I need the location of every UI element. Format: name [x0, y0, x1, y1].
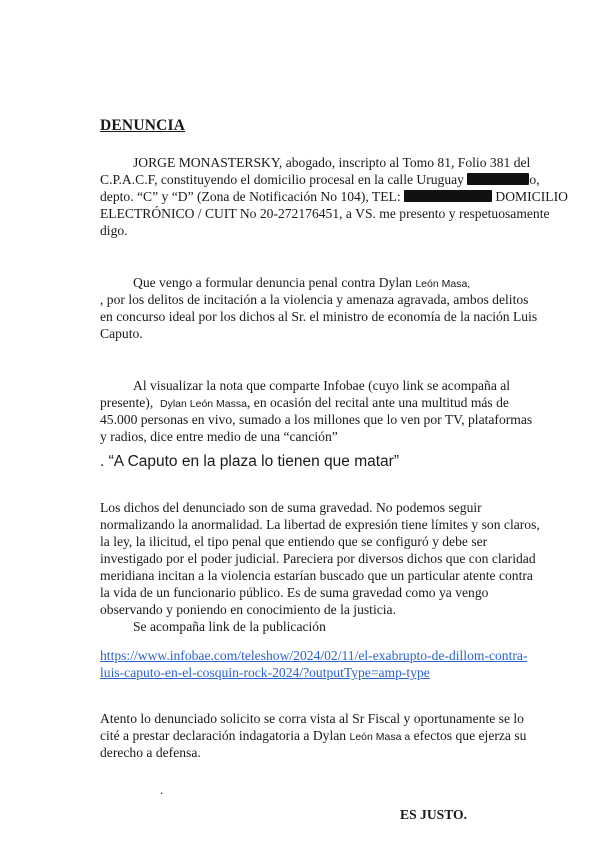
redacted-address — [467, 173, 529, 185]
para5-line-2 — [100, 728, 526, 745]
para3-line-2 — [100, 395, 509, 412]
para3-line-2-text: presente), — [100, 395, 154, 410]
para4-line-1: Los dichos del denunciado son de suma gravedad. No podemos seguir — [100, 500, 482, 515]
accused-name: León Masa, — [415, 278, 471, 290]
intro-line-2-text: C.P.A.C.F, constituyendo el domicilio procesal en la calle Uruguay — [100, 172, 464, 187]
para3-line-2-end: , en ocasión del recital ante una multitud más de — [246, 395, 509, 410]
redacted-phone — [404, 190, 492, 202]
intro-line-2 — [100, 172, 540, 188]
para4-line-2: normalizando la anormalidad. La libertad de expresión tiene límites y son claros, — [100, 517, 540, 532]
intro-line-1: JORGE MONASTERSKY, abogado, inscripto al Tomo 81, Folio 381 del — [133, 155, 531, 170]
para2-line-4: Caputo. — [100, 326, 143, 341]
para5-line-2-text: cité a prestar declaración indagatoria a Dylan — [100, 728, 347, 743]
para2-line-1 — [133, 275, 470, 292]
para4-line-8: Se acompaña link de la publicación — [133, 619, 326, 634]
intro-line-4: ELECTRÓNICO / CUIT No 20-272176451, a VS. me presento y respetuosamente — [100, 206, 550, 221]
para4-line-7: observando y poniendo en conocimiento de la justicia. — [100, 602, 396, 617]
infobae-link-line-2[interactable]: luis-caputo-en-el-cosquin-rock-2024/?outputType=amp-type — [100, 665, 430, 680]
para3-line-1: Al visualizar la nota que comparte Infobae (cuyo link se acompaña al — [133, 378, 511, 393]
closing-formula: ES JUSTO. — [400, 807, 467, 822]
para2-line-1-text: Que vengo a formular denuncia penal contra Dylan — [133, 275, 412, 290]
para5-line-3: derecho a defensa. — [100, 745, 201, 760]
intro-line-5: digo. — [100, 223, 128, 238]
intro-line-2-end: o, — [529, 172, 540, 187]
para3-line-4: y radios, dice entre medio de una “canción” — [100, 429, 338, 444]
para4-line-4: investigado por el poder judicial. Pareciera por diversos dichos que con claridad — [100, 551, 536, 566]
intro-line-3-end: DOMICILIO — [495, 189, 568, 204]
infobae-link-line-1[interactable]: https://www.infobae.com/teleshow/2024/02/11/el-exabrupto-de-dillom-contra- — [100, 648, 528, 663]
quoted-lyric: . “A Caputo en la plaza lo tienen que matar” — [100, 453, 399, 470]
accused-name-3: León Masa a — [349, 731, 411, 743]
para4-line-6: la vida de un funcionario público. Es de suma gravedad como ya vengo — [100, 585, 489, 600]
intro-line-3 — [100, 189, 568, 205]
para2-line-3: en concurso ideal por los dichos al Sr. el ministro de economía de la nación Luis — [100, 309, 538, 324]
accused-name-2: Dylan León Massa — [160, 398, 247, 410]
para5-line-1: Atento lo denunciado solicito se corra vista al Sr Fiscal y oportunamente se lo — [100, 711, 524, 726]
para4-line-5: meridiana incitan a la violencia estarían buscado que un particular atente contra — [100, 568, 533, 583]
para4-line-3: la ley, la ilicitud, el tipo penal que entiendo que se configuró y debe ser — [100, 534, 488, 549]
intro-line-3-text: depto. “C” y “D” (Zona de Notificación No 104), TEL: — [100, 189, 401, 204]
para3-line-3: 45.000 personas en vivo, sumado a los millones que lo ven por TV, plataformas — [100, 412, 533, 427]
para5-line-2-end: efectos que ejerza su — [413, 728, 527, 743]
document-title: DENUNCIA — [100, 117, 186, 134]
stray-dot: . — [160, 782, 164, 797]
para2-line-2: , por los delitos de incitación a la violencia y amenaza agravada, ambos delitos — [100, 292, 529, 307]
